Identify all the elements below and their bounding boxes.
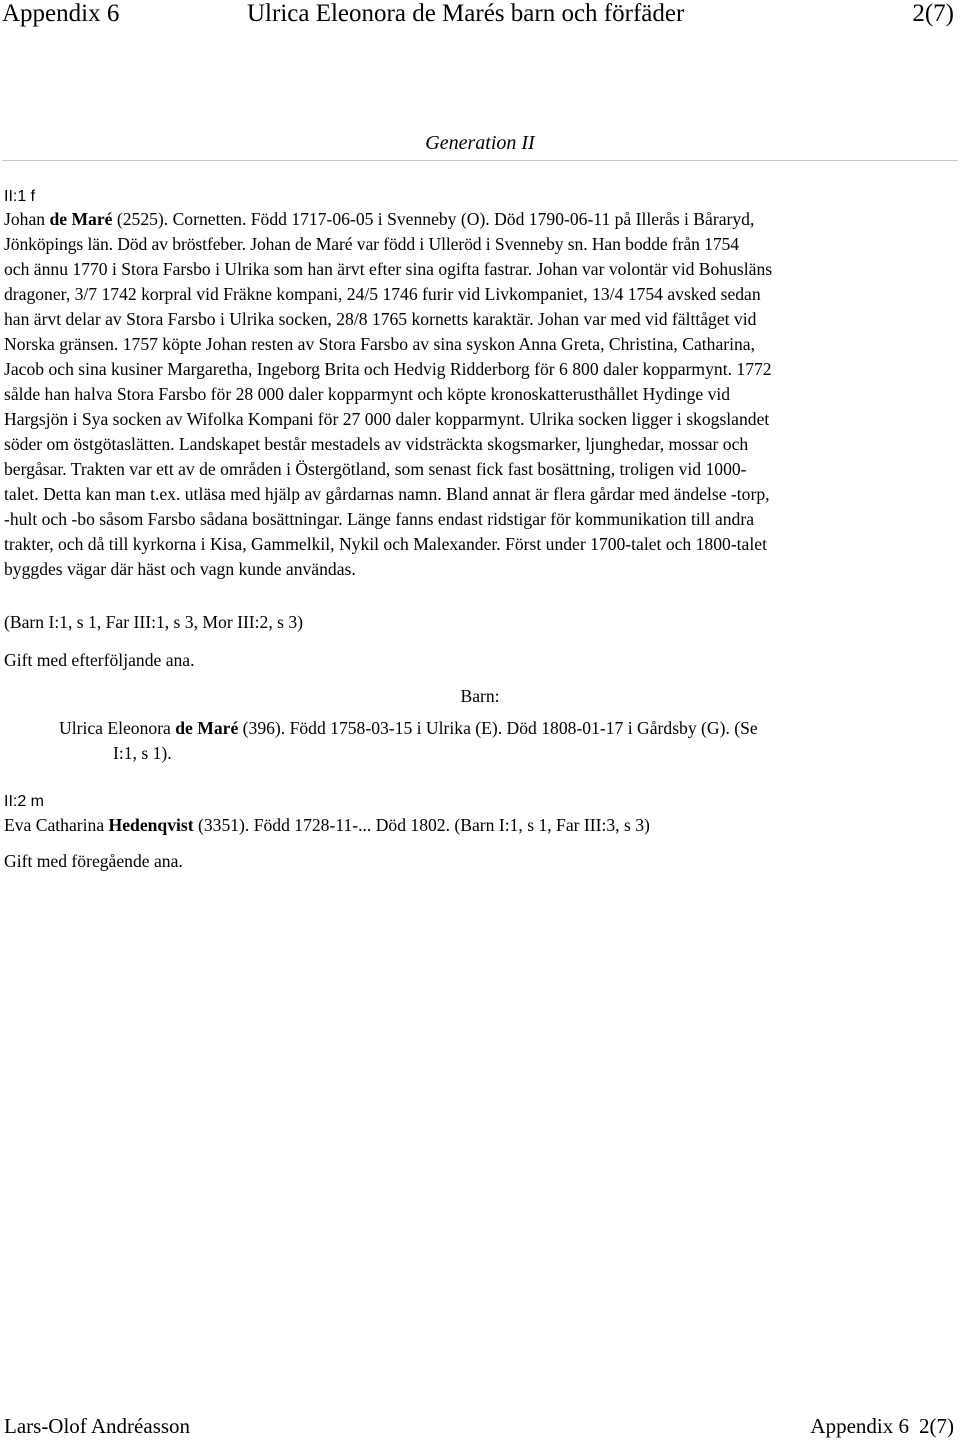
biography-line: talet. Detta kan man t.ex. utläsa med hjälp av gårdarnas namn. Bland annat är flera gårdar med ändelse -torp, [4,484,770,504]
child-line: Ulrica Eleonora de Maré (396). Född 1758-03-15 i Ulrika (E). Död 1808-01-17 i Gårdsby (G). (Se [59,718,758,738]
footer-page-number: 2(7) [919,1414,954,1438]
child-entry [59,716,939,766]
biography-line: sålde han halva Stora Farsbo för 28 000 daler kopparmynt och köpte kronoskatterusthållet Hydinge vid [4,384,731,404]
person-code: II:1 f [4,188,36,205]
person-surname: de Maré [49,209,113,229]
generation-divider [2,160,958,161]
person-biography [4,207,957,582]
child-first-name: Ulrica Eleonora [59,718,176,738]
person-surname: Hedenqvist [108,815,194,835]
child-surname: de Maré [175,718,239,738]
header-page-number: 2(7) [912,0,954,27]
biography-line: söder om östgötaslätten. Landskapet består mestadels av vidsträckta skogsmarker, ljunghedar, mossar och [4,434,749,454]
biography-line: bergåsar. Trakten var ett av de områden i Östergötland, som senast fick fast bosättning, troligen vid 1000- [4,459,747,479]
person-first-name: Johan [4,209,50,229]
person-code: II:2 m [4,793,45,810]
biography-line: han ärvt delar av Stora Farsbo i Ulrika socken, 28/8 1765 kornetts karaktär. Johan var med vid fälttåget vid [4,309,757,329]
footer-author: Lars-Olof Andréasson [4,1414,191,1438]
biography-line: och ännu 1770 i Stora Farsbo i Ulrika som han ärvt efter sina ogifta fastrar. Johan var volontär vid Bohusläns [4,259,773,279]
page-header [0,0,960,32]
footer-page-info [810,1414,954,1438]
header-title: Ulrica Eleonora de Marés barn och förfäder [247,0,685,27]
biography-line: byggdes vägar där häst och vagn kunde användas. [4,559,356,579]
marriage-note: Gift med föregående ana. [4,851,183,871]
biography-line: dragoner, 3/7 1742 korpral vid Fräkne kompani, 24/5 1746 furir vid Livkompaniet, 13/4 1754 avsked sedan [4,284,761,304]
biography-line: Johan de Maré (2525). Cornetten. Född 1717-06-05 i Svenneby (O). Död 1790-06-11 på Illerås i Båraryd, [4,209,755,229]
header-appendix-label: Appendix 6 [2,0,120,27]
child-line: I:1, s 1). [113,743,172,763]
page-footer [0,1414,960,1440]
biography-line: -hult och -bo såsom Farsbo sådana bosättningar. Länge fanns endast ridstigar för kommunikation till andra [4,509,755,529]
biography-line: Norska gränsen. 1757 köpte Johan resten av Stora Farsbo av sina syskon Anna Greta, Christina, Catharina, [4,334,755,354]
biography-line: Jönköpings län. Död av bröstfeber. Johan de Maré var född i Ulleröd i Svenneby sn. Han bodde från 1754 [4,234,739,254]
person-first-name: Eva Catharina [4,815,109,835]
person-biography: Eva Catharina Hedenqvist (3351). Född 1728-11-... Död 1802. (Barn I:1, s 1, Far III:3, s 3) [4,815,650,835]
marriage-note: Gift med efterföljande ana. [4,650,195,670]
biography-line: Jacob och sina kusiner Margaretha, Ingeborg Brita och Hedvig Ridderborg för 6 800 daler kopparmynt. 1772 [4,359,772,379]
footer-appendix-label: Appendix 6 [810,1414,909,1438]
biography-line: Hargsjön i Sya socken av Wifolka Kompani för 27 000 daler kopparmynt. Ulrika socken ligger i skogslandet [4,409,770,429]
children-heading: Barn: [460,686,500,706]
person-reference: (Barn I:1, s 1, Far III:1, s 3, Mor III:2, s 3) [4,612,304,632]
generation-heading: Generation II [425,132,535,154]
biography-line: trakter, och då till kyrkorna i Kisa, Gammelkil, Nykil och Malexander. Först under 1700-talet och 1800-talet [4,534,767,554]
